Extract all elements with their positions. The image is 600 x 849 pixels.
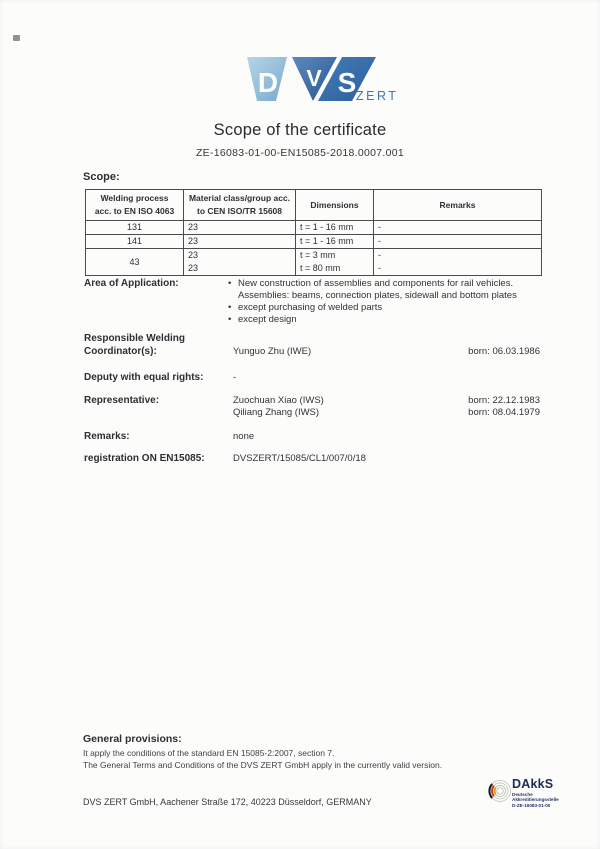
registration-label: registration ON EN15085: [84, 453, 205, 464]
deputy-value: - [233, 372, 237, 383]
cell-remarks: - [374, 221, 542, 235]
coordinator-label-line1: Responsible Welding [84, 333, 185, 344]
representative-label: Representative: [84, 395, 160, 406]
footer-address: DVS ZERT GmbH, Aachener Straße 172, 40223 Düsseldorf, GERMANY [83, 797, 372, 807]
dakks-wordmark: DAkkS [512, 777, 554, 791]
general-provisions-line1: It apply the conditions of the standard EN 15085-2:2007, section 7. [83, 748, 335, 758]
list-item: • except design [228, 314, 297, 325]
dakks-logo [487, 776, 577, 824]
representative-name: Zuochuan Xiao (IWS) [233, 395, 324, 406]
scope-label: Scope: [83, 171, 120, 183]
cell-material: 23 [184, 235, 296, 249]
representative-name: Qiliang Zhang (IWS) [233, 407, 320, 418]
bullet-icon: • [228, 314, 232, 325]
header-material-class: Material class/group acc. to CEN ISO/TR 15608 [184, 190, 296, 221]
cell-dimensions: t = 1 - 16 mm [296, 235, 374, 249]
list-item: • New construction of assemblies and components for rail vehicles. [228, 278, 514, 289]
cell-remarks: - [374, 235, 542, 249]
list-item: Assemblies: beams, connection plates, sidewall and bottom plates [228, 290, 548, 302]
cell-dimensions: t = 3 mm t = 80 mm [296, 249, 374, 276]
logo-letter-d: D [257, 67, 279, 98]
cell-process: 43 [86, 249, 184, 276]
dvs-logo-graphic [245, 55, 405, 103]
header-dimensions: Dimensions [296, 190, 374, 221]
remarks-value: none [233, 431, 255, 442]
cell-material: 23 [184, 221, 296, 235]
bullet-icon: • [228, 278, 232, 289]
table-row [86, 235, 542, 249]
certificate-number: ZE-16083-01-00-EN15085-2018.0007.001 [195, 147, 405, 159]
page-title: Scope of the certificate [213, 121, 387, 139]
bullet-icon: • [228, 302, 232, 313]
coordinator-label-line2: Coordinator(s): [84, 346, 157, 357]
remarks-label: Remarks: [84, 431, 130, 442]
representative-born: born: 22.12.1983 [468, 395, 540, 406]
cell-material: 23 23 [184, 249, 296, 276]
logo-zert-text: ZERT [356, 89, 399, 103]
logo-letter-v: V [306, 65, 322, 91]
cell-process: 141 [86, 235, 184, 249]
dakks-rings-icon [487, 777, 511, 805]
scope-table [85, 189, 542, 276]
table-row [86, 221, 542, 235]
table-row [86, 249, 542, 276]
coordinator-born: born: 06.03.1986 [468, 346, 540, 357]
header-welding-process: Welding process acc. to EN ISO 4063 [86, 190, 184, 221]
area-of-application-list [228, 278, 548, 326]
logo-letter-s: S [337, 67, 357, 98]
general-provisions-line2: The General Terms and Conditions of the DVS ZERT GmbH apply in the currently valid version. [83, 760, 443, 770]
list-item: • except purchasing of welded parts [228, 302, 383, 313]
cell-remarks: - - [374, 249, 542, 276]
coordinator-name: Yunguo Zhu (IWE) [233, 346, 312, 357]
area-of-application-label: Area of Application: [84, 278, 179, 289]
scan-artifact [13, 35, 20, 41]
header-remarks: Remarks [374, 190, 542, 221]
dvs-zert-logo [245, 55, 405, 103]
general-provisions-label: General provisions: [83, 733, 182, 745]
deputy-label: Deputy with equal rights: [84, 372, 204, 383]
bullet-icon [228, 290, 238, 302]
representative-born: born: 08.04.1979 [468, 407, 540, 418]
table-header-row [86, 190, 542, 221]
cell-dimensions: t = 1 - 16 mm [296, 221, 374, 235]
dakks-subtext: Deutsche Akkreditierungsstelle D-ZE-16083-01-00 [512, 792, 559, 808]
registration-value: DVSZERT/15085/CL1/007/0/18 [233, 453, 366, 464]
cell-process: 131 [86, 221, 184, 235]
